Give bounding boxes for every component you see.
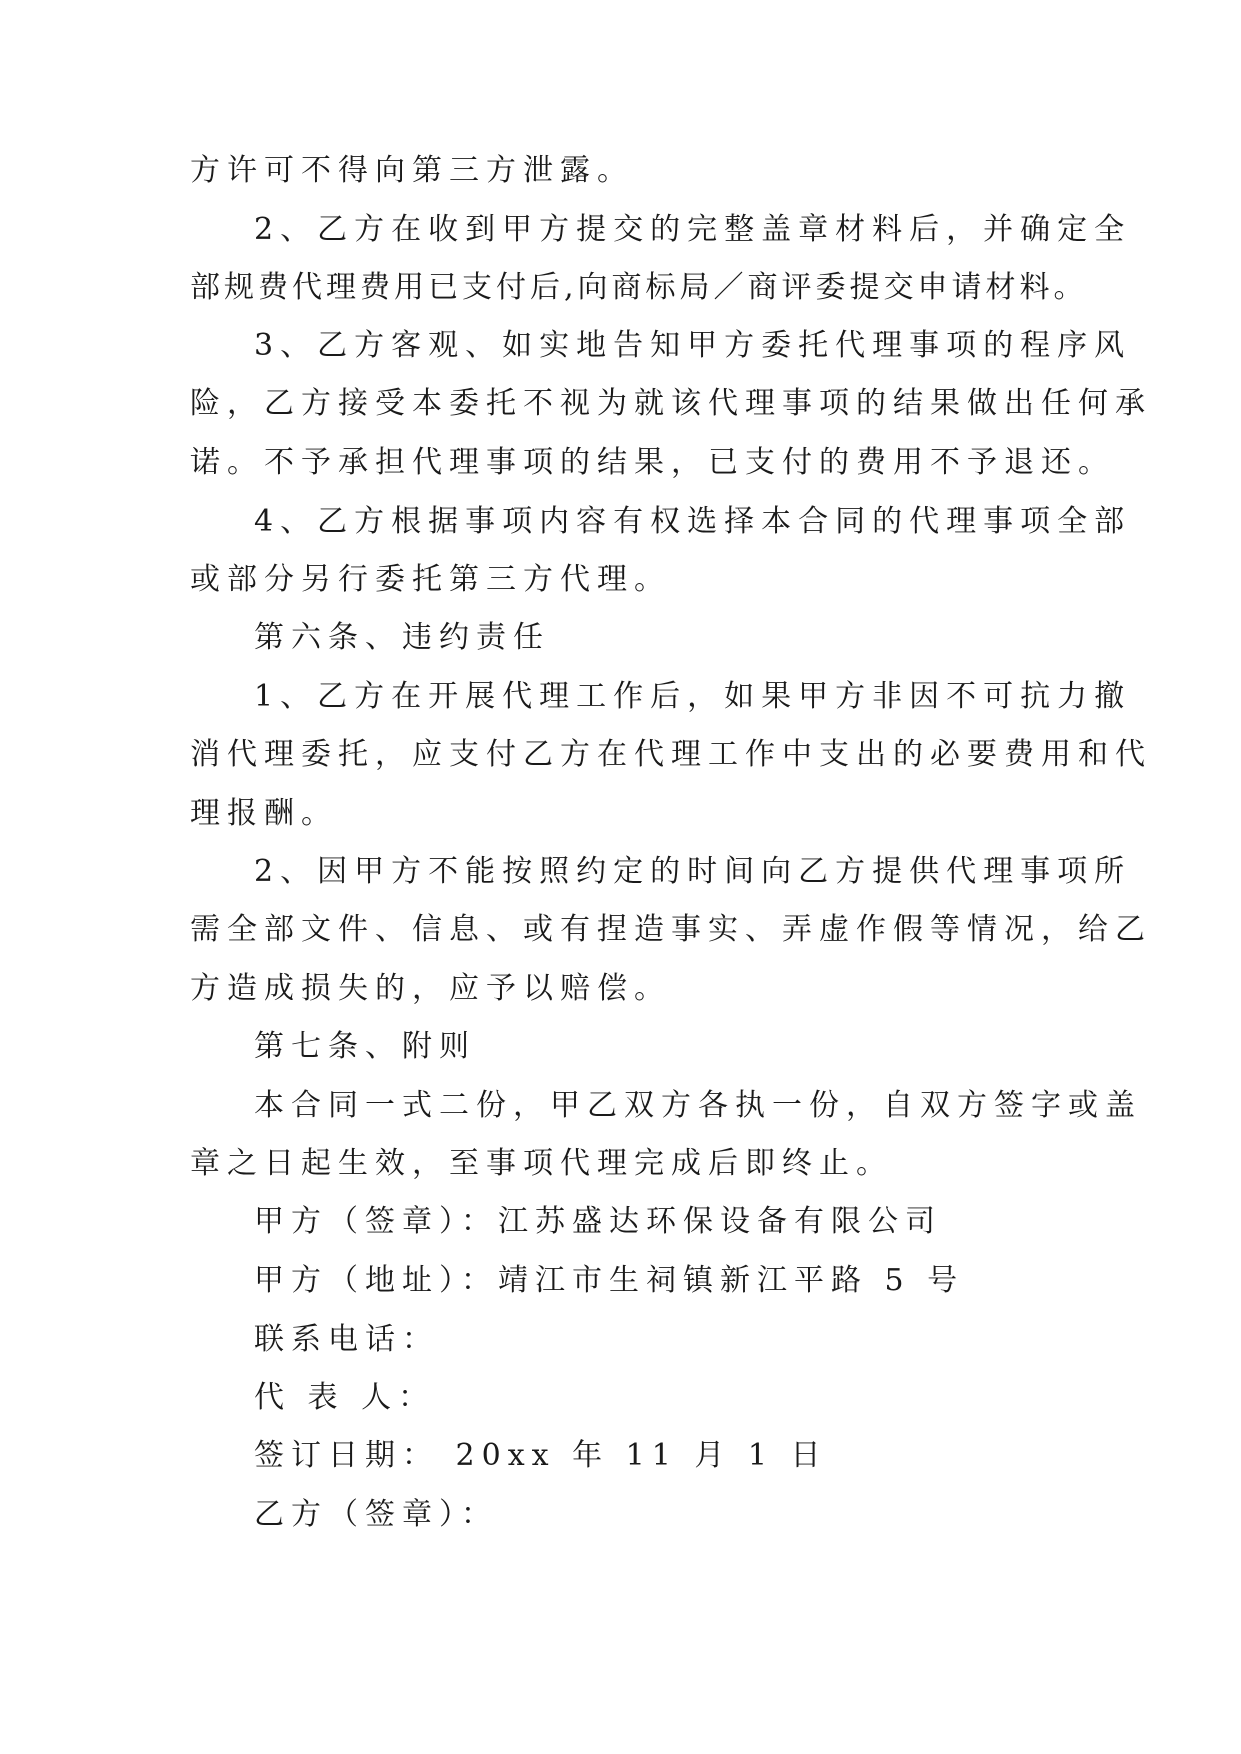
text-line: 理报酬。 — [190, 796, 338, 831]
address-party-a: 甲方（地址）：靖江市生祠镇新江平路 5 号 — [254, 1263, 965, 1298]
text-line: 1、乙方在开展代理工作后，如果甲方非因不可抗力撤 — [254, 679, 1132, 714]
representative-line: 代 表 人： — [254, 1380, 436, 1415]
text-line: 消代理委托，应支付乙方在代理工作中支出的必要费用和代 — [190, 737, 1152, 772]
signature-party-a: 甲方（签章）：江苏盛达环保设备有限公司 — [254, 1204, 942, 1239]
text-line: 2、乙方在收到甲方提交的完整盖章材料后，并确定全 — [254, 212, 1132, 247]
section-heading: 第七条、附则 — [254, 1029, 476, 1064]
text-line: 险，乙方接受本委托不视为就该代理事项的结果做出任何承 — [190, 386, 1152, 421]
signature-party-b: 乙方（签章）： — [254, 1497, 498, 1532]
text-line: 4、乙方根据事项内容有权选择本合同的代理事项全部 — [254, 504, 1132, 539]
text-line: 本合同一式二份，甲乙双方各执一份，自双方签字或盖 — [254, 1088, 1142, 1123]
section-heading: 第六条、违约责任 — [254, 620, 550, 655]
text-line: 方造成损失的，应予以赔偿。 — [190, 971, 671, 1006]
text-line: 部规费代理费用已支付后,向商标局／商评委提交申请材料。 — [190, 270, 1088, 305]
phone-line: 联系电话： — [254, 1322, 439, 1357]
text-line: 诺。不予承担代理事项的结果，已支付的费用不予退还。 — [190, 445, 1115, 480]
sign-date-line: 签订日期： 20xx 年 11 月 1 日 — [254, 1438, 828, 1473]
text-line: 或部分另行委托第三方代理。 — [190, 562, 671, 597]
text-line: 3、乙方客观、如实地告知甲方委托代理事项的程序风 — [254, 328, 1132, 363]
text-line: 2、因甲方不能按照约定的时间向乙方提供代理事项所 — [254, 854, 1132, 889]
text-line: 方许可不得向第三方泄露。 — [190, 153, 634, 188]
text-line: 需全部文件、信息、或有捏造事实、弄虚作假等情况，给乙 — [190, 912, 1152, 947]
text-line: 章之日起生效，至事项代理完成后即终止。 — [190, 1146, 893, 1181]
